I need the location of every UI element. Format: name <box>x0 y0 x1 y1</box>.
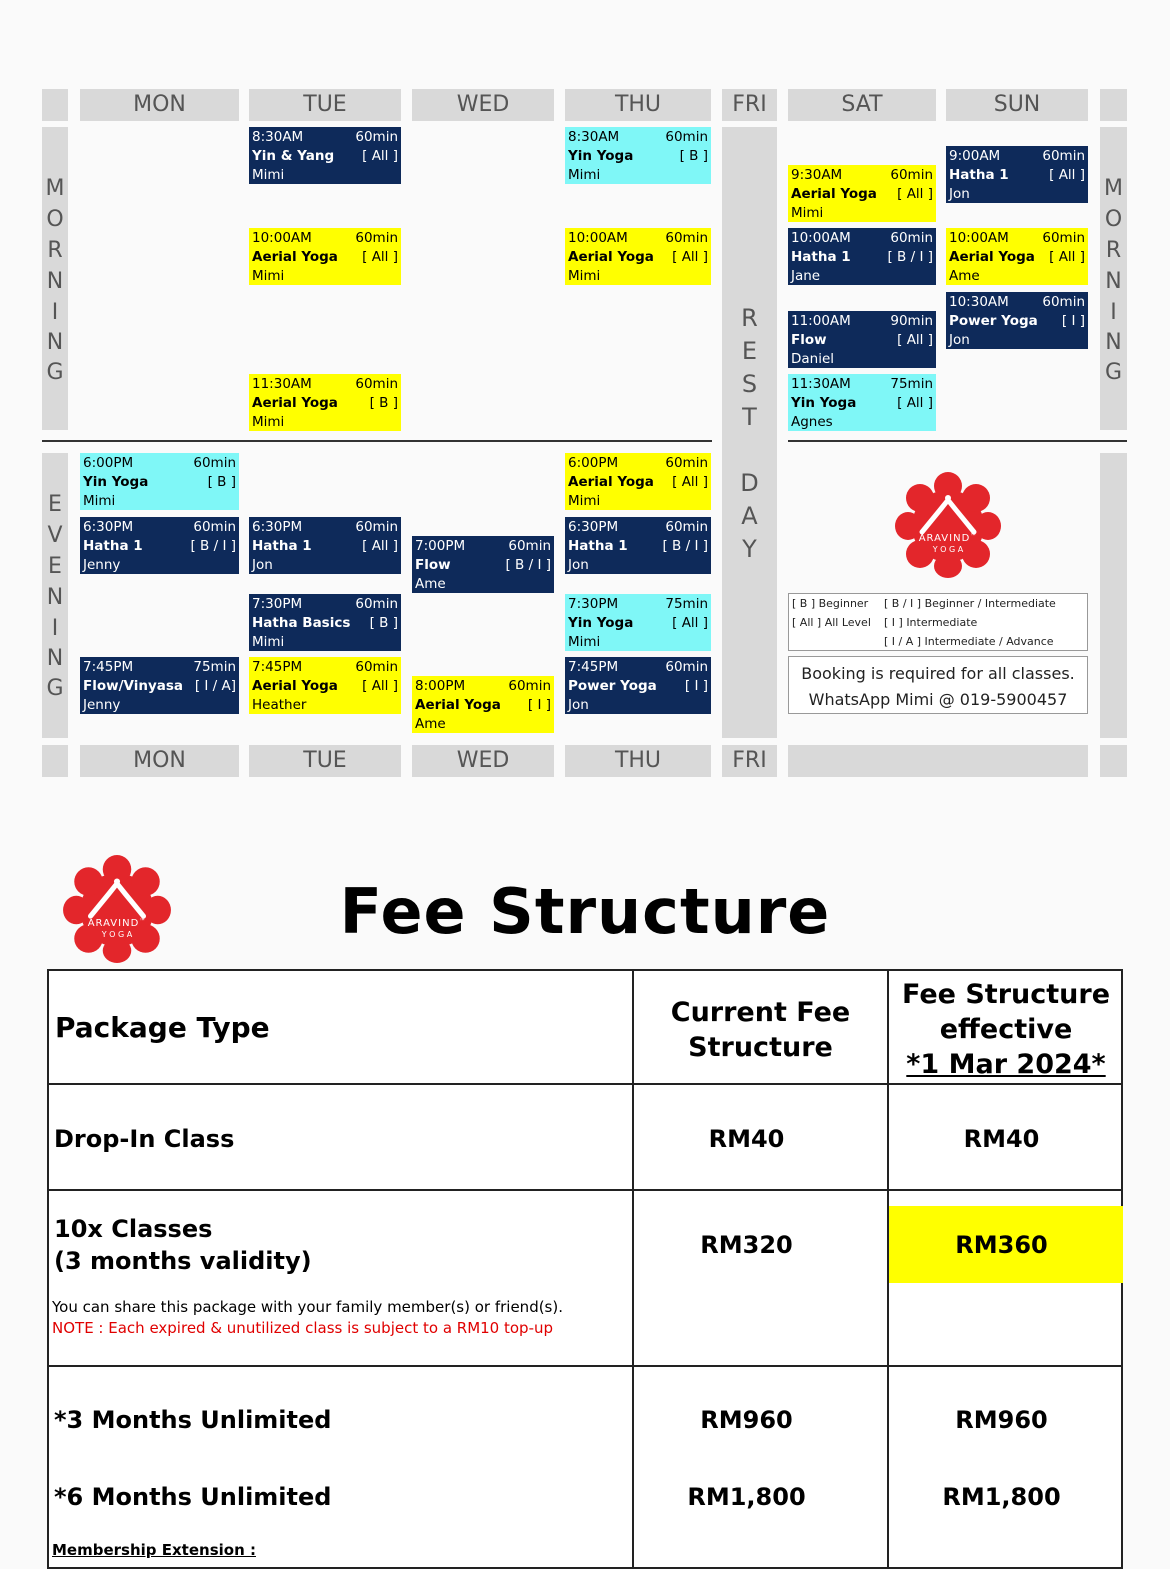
letter: M <box>45 176 65 201</box>
class-time: 7:45PM <box>83 659 134 675</box>
class-name: Aerial Yoga <box>568 249 654 265</box>
letter: R <box>47 238 63 263</box>
class-teacher: Jon <box>949 186 970 202</box>
price-new: RM1,800 <box>942 1483 1061 1511</box>
letter: R <box>741 304 758 332</box>
class-duration: 60min <box>355 659 398 675</box>
class-teacher: Daniel <box>791 351 835 367</box>
package-note: You can share this package with your family member(s) or friend(s). <box>52 1298 563 1316</box>
class-level: [ I / A] <box>194 678 236 694</box>
letter: M <box>1104 176 1123 201</box>
class-duration: 60min <box>193 519 236 535</box>
price-current: RM40 <box>708 1125 785 1153</box>
class-level: [ All ] <box>1049 167 1085 183</box>
class-time: 7:30PM <box>252 596 303 612</box>
class-name: Hatha 1 <box>252 538 312 554</box>
class-teacher: Mimi <box>252 634 285 650</box>
legend-item: [ B / I ] Beginner / Intermediate <box>884 597 1056 610</box>
header-line: Structure <box>688 1032 833 1063</box>
class-duration: 60min <box>665 659 708 675</box>
class-time: 8:30AM <box>568 129 620 145</box>
class-name: Hatha 1 <box>791 249 851 265</box>
class-duration: 75min <box>193 659 236 675</box>
header-package-type: Package Type <box>55 1011 270 1044</box>
class-teacher: Heather <box>252 697 307 713</box>
class-time: 10:30AM <box>949 294 1009 310</box>
letter: S <box>741 370 758 398</box>
class-duration: 60min <box>1042 148 1085 164</box>
class-level: [ All ] <box>362 148 398 164</box>
class-name: Aerial Yoga <box>415 697 501 713</box>
letter: G <box>1104 360 1123 385</box>
class-time: 10:00AM <box>568 230 628 246</box>
fee-title: Fee Structure <box>339 875 831 948</box>
class-teacher: Jon <box>949 332 970 348</box>
class-level: [ All ] <box>672 249 708 265</box>
class-block[interactable] <box>565 657 711 714</box>
class-duration: 60min <box>355 230 398 246</box>
booking-contact: WhatsApp Mimi @ 019-5900457 <box>808 690 1068 709</box>
class-name: Aerial Yoga <box>568 474 654 490</box>
class-time: 8:00PM <box>415 678 466 694</box>
class-duration: 60min <box>508 678 551 694</box>
class-time: 8:30AM <box>252 129 304 145</box>
class-level: [ All ] <box>897 186 933 202</box>
class-duration: 60min <box>890 167 933 183</box>
class-block[interactable] <box>249 517 401 574</box>
letter: G <box>46 360 64 385</box>
class-name: Yin Yoga <box>568 615 634 631</box>
class-duration: 60min <box>890 230 933 246</box>
class-level: [ B ] <box>207 474 236 490</box>
day-header-tue: TUE <box>249 89 401 121</box>
class-duration: 75min <box>890 376 933 392</box>
class-name: Hatha Basics <box>252 615 351 631</box>
class-block[interactable] <box>80 453 239 510</box>
class-level: [ All ] <box>897 395 933 411</box>
class-level: [ B ] <box>679 148 708 164</box>
class-duration: 60min <box>355 596 398 612</box>
corner-cell <box>42 89 68 121</box>
class-block[interactable] <box>80 517 239 574</box>
class-name: Yin Yoga <box>568 148 634 164</box>
class-block[interactable] <box>946 292 1088 349</box>
letter: E <box>48 492 62 517</box>
price-current: RM1,800 <box>687 1483 806 1511</box>
class-block[interactable] <box>788 311 936 368</box>
class-level: [ B ] <box>369 615 398 631</box>
class-level: [ All ] <box>362 538 398 554</box>
class-name: Yin & Yang <box>252 148 335 164</box>
class-duration: 60min <box>665 230 708 246</box>
class-teacher: Mimi <box>568 167 601 183</box>
class-level: [ B ] <box>369 395 398 411</box>
class-duration: 60min <box>355 519 398 535</box>
header-current-fee <box>634 995 887 1065</box>
day-header-fri: FRI <box>722 89 777 121</box>
class-teacher: Mimi <box>568 268 601 284</box>
day-header-sat: SAT <box>788 89 936 121</box>
aravind-yoga-logo-large <box>60 852 174 966</box>
class-name: Aerial Yoga <box>252 678 338 694</box>
class-duration: 60min <box>665 455 708 471</box>
class-teacher: Mimi <box>568 493 601 509</box>
class-teacher: Mimi <box>568 634 601 650</box>
class-time: 6:30PM <box>83 519 134 535</box>
class-block[interactable] <box>565 228 711 285</box>
day-header-mon: MON <box>80 89 239 121</box>
corner-cell <box>42 745 68 777</box>
class-level: [ I ] <box>1061 313 1085 329</box>
corner-cell <box>1100 745 1127 777</box>
divider-line <box>42 440 712 442</box>
class-teacher: Jenny <box>83 697 121 713</box>
class-level: [ All ] <box>672 615 708 631</box>
class-block[interactable] <box>249 657 401 714</box>
class-block[interactable] <box>788 165 936 222</box>
class-time: 6:30PM <box>252 519 303 535</box>
class-level: [ B / I ] <box>887 249 933 265</box>
class-time: 7:45PM <box>568 659 619 675</box>
letter: I <box>51 300 59 325</box>
class-duration: 60min <box>1042 294 1085 310</box>
legend-item: [ All ] All Level <box>792 616 871 629</box>
class-block[interactable] <box>788 374 936 431</box>
class-block[interactable] <box>80 657 239 714</box>
class-duration: 60min <box>355 376 398 392</box>
class-time: 10:00AM <box>949 230 1009 246</box>
package-dropin: Drop-In Class <box>54 1125 235 1153</box>
class-level: [ I ] <box>684 678 708 694</box>
letter: N <box>46 585 64 610</box>
class-level: [ B / I ] <box>190 538 236 554</box>
row-divider <box>49 1083 1121 1085</box>
class-time: 9:30AM <box>791 167 843 183</box>
class-teacher: Jon <box>252 557 273 573</box>
class-level: [ B / I ] <box>662 538 708 554</box>
class-level: [ All ] <box>1049 249 1085 265</box>
class-teacher: Ame <box>415 716 446 732</box>
class-teacher: Mimi <box>252 414 285 430</box>
class-name: Power Yoga <box>568 678 657 694</box>
header-line: Fee Structure <box>901 979 1111 1010</box>
letter: V <box>47 523 63 548</box>
effective-date: *1 Mar 2024* <box>906 1049 1106 1080</box>
class-duration: 60min <box>665 129 708 145</box>
header-line: effective <box>939 1014 1073 1045</box>
price-new: RM360 <box>955 1231 1048 1259</box>
class-teacher: Mimi <box>252 167 285 183</box>
letter: N <box>1105 330 1122 355</box>
class-name: Aerial Yoga <box>252 249 338 265</box>
class-name: Flow <box>791 332 827 348</box>
class-duration: 60min <box>355 129 398 145</box>
class-block[interactable] <box>946 146 1088 203</box>
class-level: [ All ] <box>672 474 708 490</box>
class-name: Hatha 1 <box>83 538 143 554</box>
class-level: [ All ] <box>362 249 398 265</box>
class-duration: 60min <box>193 455 236 471</box>
class-block[interactable] <box>565 594 711 651</box>
letter: E <box>48 554 62 579</box>
class-teacher: Jane <box>791 268 821 284</box>
letter: G <box>46 676 64 701</box>
class-block[interactable] <box>565 453 711 510</box>
class-block[interactable] <box>249 374 401 431</box>
class-block[interactable] <box>249 127 401 184</box>
membership-extension: Membership Extension : <box>52 1541 256 1559</box>
level-legend <box>788 593 1088 651</box>
row-divider <box>49 1189 1121 1191</box>
day-header-wed: WED <box>412 89 554 121</box>
day-header-sun: SUN <box>946 89 1088 121</box>
class-teacher: Ame <box>949 268 980 284</box>
logo-word: ARAVIND™ <box>918 533 978 544</box>
class-teacher: Jon <box>568 557 589 573</box>
letter: I <box>51 616 59 641</box>
class-time: 11:30AM <box>791 376 851 392</box>
class-time: 7:45PM <box>252 659 303 675</box>
day-footer-tue: TUE <box>249 745 401 777</box>
letter: D <box>740 469 759 497</box>
class-level: [ All ] <box>897 332 933 348</box>
class-name: Hatha 1 <box>568 538 628 554</box>
class-duration: 60min <box>508 538 551 554</box>
letter: N <box>46 330 64 355</box>
header-line: Current Fee <box>670 997 851 1028</box>
class-duration: 60min <box>1042 230 1085 246</box>
class-name: Hatha 1 <box>949 167 1009 183</box>
class-time: 6:00PM <box>568 455 619 471</box>
price-new: RM40 <box>963 1125 1040 1153</box>
package-10x: 10x Classes <box>54 1215 213 1243</box>
class-time: 10:00AM <box>252 230 312 246</box>
legend-item: [ I / A ] Intermediate / Advance <box>884 635 1054 648</box>
footer-blank <box>788 745 1088 777</box>
class-teacher: Agnes <box>791 414 833 430</box>
letter: A <box>741 502 758 530</box>
letter: N <box>1105 269 1122 294</box>
class-level: [ All ] <box>362 678 398 694</box>
day-header-thu: THU <box>565 89 711 121</box>
class-name: Yin Yoga <box>83 474 149 490</box>
class-teacher: Ame <box>415 576 446 592</box>
package-3-months: *3 Months Unlimited <box>54 1406 332 1434</box>
class-time: 11:00AM <box>791 313 851 329</box>
class-time: 6:30PM <box>568 519 619 535</box>
booking-line: Booking is required for all classes. <box>801 664 1075 683</box>
class-block[interactable] <box>565 517 711 574</box>
booking-notice <box>788 656 1088 714</box>
class-teacher: Mimi <box>252 268 285 284</box>
class-time: 6:00PM <box>83 455 134 471</box>
class-duration: 75min <box>665 596 708 612</box>
class-name: Flow/Vinyasa <box>83 678 184 694</box>
letter: O <box>46 207 64 232</box>
class-duration: 90min <box>890 313 933 329</box>
class-block[interactable] <box>412 676 554 733</box>
logo-word: ARAVIND™ <box>87 918 147 929</box>
rest-day-column <box>722 127 777 738</box>
class-level: [ B / I ] <box>505 557 551 573</box>
package-6-months: *6 Months Unlimited <box>54 1483 332 1511</box>
evening-label-left <box>42 453 68 738</box>
class-time: 9:00AM <box>949 148 1001 164</box>
class-level: [ I ] <box>527 697 551 713</box>
package-warning: NOTE : Each expired & unutilized class is subject to a RM10 top-up <box>52 1319 554 1337</box>
header-new-fee <box>889 977 1123 1082</box>
letter: T <box>742 403 757 431</box>
class-duration: 60min <box>665 519 708 535</box>
class-block[interactable] <box>249 228 401 285</box>
class-name: Yin Yoga <box>791 395 857 411</box>
price-current: RM960 <box>700 1406 793 1434</box>
legend-item: [ I ] Intermediate <box>884 616 978 629</box>
class-time: 7:30PM <box>568 596 619 612</box>
letter: Y <box>742 535 757 563</box>
letter: N <box>46 269 64 294</box>
logo-sub: Y O G A <box>101 930 133 939</box>
price-current: RM320 <box>700 1231 793 1259</box>
letter: N <box>46 646 64 671</box>
class-teacher: Mimi <box>83 493 116 509</box>
class-block[interactable] <box>565 127 711 184</box>
morning-label-right <box>1100 127 1127 430</box>
class-teacher: Jenny <box>83 557 121 573</box>
row-divider <box>49 1365 1121 1367</box>
day-footer-fri: FRI <box>722 745 777 777</box>
letter: O <box>1104 207 1123 232</box>
class-time: 7:00PM <box>415 538 466 554</box>
package-10x-validity: (3 months validity) <box>54 1247 312 1275</box>
evening-right-bar <box>1100 453 1127 738</box>
class-block[interactable] <box>249 594 401 651</box>
logo-sub: Y O G A <box>932 545 964 554</box>
class-block[interactable] <box>412 536 554 593</box>
class-name: Flow <box>415 557 451 573</box>
aravind-yoga-logo <box>892 470 1004 580</box>
morning-label-left <box>42 127 68 430</box>
fee-table <box>47 969 1123 1569</box>
legend-item: [ B ] Beginner <box>792 597 869 610</box>
class-teacher: Jon <box>568 697 589 713</box>
day-footer-mon: MON <box>80 745 239 777</box>
letter: R <box>1105 238 1122 263</box>
class-teacher: Mimi <box>791 205 824 221</box>
class-name: Aerial Yoga <box>949 249 1035 265</box>
class-block[interactable] <box>946 228 1088 285</box>
letter: E <box>741 337 758 365</box>
corner-cell <box>1100 89 1127 121</box>
divider-line <box>788 440 1127 442</box>
class-name: Power Yoga <box>949 313 1038 329</box>
class-name: Aerial Yoga <box>791 186 877 202</box>
day-footer-wed: WED <box>412 745 554 777</box>
price-new: RM960 <box>955 1406 1048 1434</box>
class-name: Aerial Yoga <box>252 395 338 411</box>
class-block[interactable] <box>788 228 936 285</box>
day-footer-thu: THU <box>565 745 711 777</box>
letter: I <box>1110 300 1117 325</box>
class-time: 10:00AM <box>791 230 851 246</box>
class-time: 11:30AM <box>252 376 312 392</box>
